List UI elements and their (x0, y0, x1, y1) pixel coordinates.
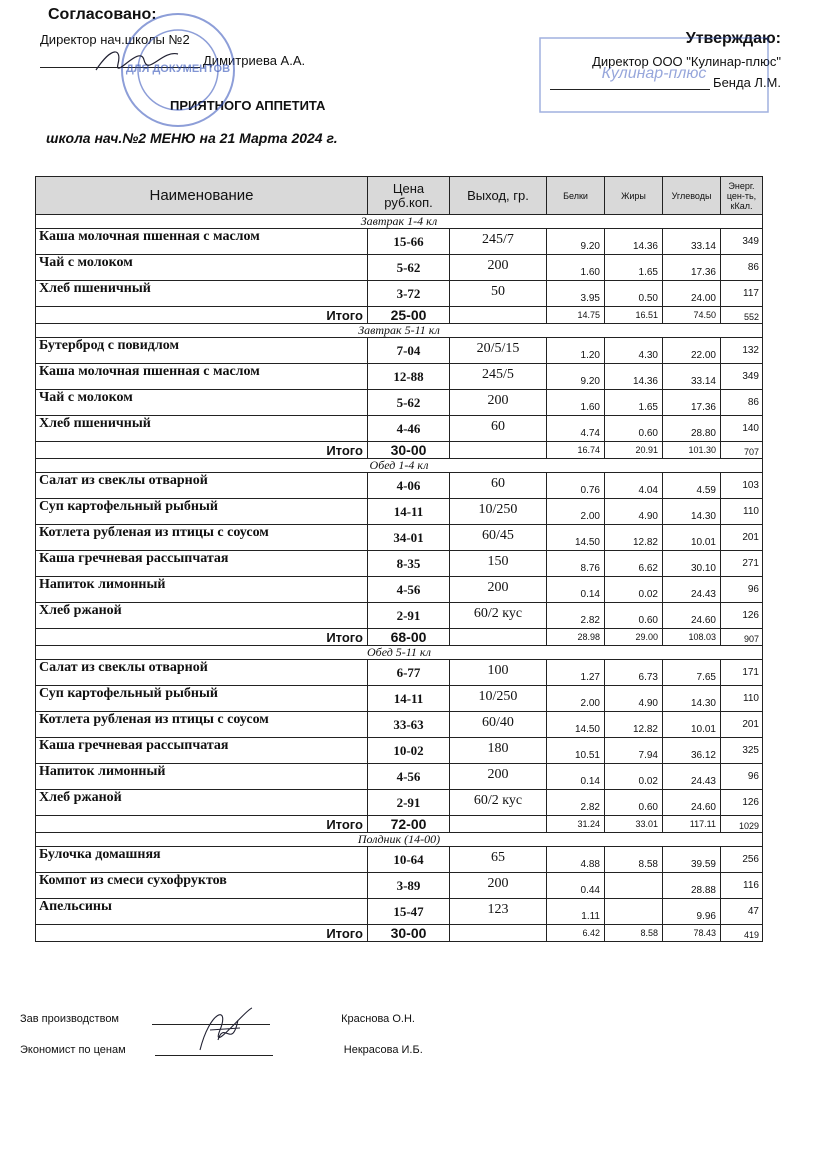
dish-name: Бутерброд с повидлом (36, 338, 368, 364)
dish-price: 15-47 (368, 899, 450, 925)
dish-name: Каша молочная пшенная с маслом (36, 364, 368, 390)
dish-carbs: 30.10 (663, 551, 721, 577)
dish-protein: 9.20 (547, 229, 605, 255)
dish-carbs: 4.59 (663, 473, 721, 499)
dish-price: 4-06 (368, 473, 450, 499)
dish-carbs: 24.43 (663, 577, 721, 603)
dish-carbs: 39.59 (663, 847, 721, 873)
dish-energy: 103 (721, 473, 763, 499)
dish-price: 4-56 (368, 577, 450, 603)
table-row (36, 790, 763, 816)
total-carbs: 101.30 (663, 442, 721, 459)
dish-name: Котлета рубленая из птицы с соусом (36, 712, 368, 738)
dish-output: 123 (450, 899, 547, 925)
total-label: Итого (36, 442, 368, 459)
section-row (36, 646, 763, 660)
dish-protein: 1.20 (547, 338, 605, 364)
dish-name: Компот из смеси сухофруктов (36, 873, 368, 899)
dish-price: 7-04 (368, 338, 450, 364)
total-protein: 14.75 (547, 307, 605, 324)
dish-output: 60/2 кус (450, 603, 547, 629)
table-row (36, 847, 763, 873)
total-price: 25-00 (368, 307, 450, 324)
column-header-carbs: Углеводы (663, 177, 721, 215)
column-header-protein: Белки (547, 177, 605, 215)
dish-carbs: 24.60 (663, 790, 721, 816)
total-price: 30-00 (368, 442, 450, 459)
signature-line (40, 55, 200, 68)
dish-output: 60/40 (450, 712, 547, 738)
total-price: 68-00 (368, 629, 450, 646)
column-header-output: Выход, гр. (450, 177, 547, 215)
total-row (36, 307, 763, 324)
dish-price: 6-77 (368, 660, 450, 686)
approval-block (40, 6, 370, 68)
footer-row-economist (20, 1044, 423, 1056)
total-fat: 20.91 (605, 442, 663, 459)
dish-carbs: 9.96 (663, 899, 721, 925)
dish-protein: 1.60 (547, 390, 605, 416)
total-label: Итого (36, 307, 368, 324)
total-output-empty (450, 925, 547, 942)
total-fat: 33.01 (605, 816, 663, 833)
section-title: Обед 5-11 кл (36, 646, 763, 660)
signature-line (155, 1045, 273, 1056)
total-label: Итого (36, 629, 368, 646)
dish-output: 200 (450, 577, 547, 603)
dish-price: 10-02 (368, 738, 450, 764)
dish-carbs: 24.43 (663, 764, 721, 790)
dish-name: Суп картофельный рыбный (36, 686, 368, 712)
dish-fat: 4.90 (605, 686, 663, 712)
section-title: Обед 1-4 кл (36, 459, 763, 473)
footer-position: Экономист по ценам (20, 1044, 126, 1056)
dish-protein: 0.14 (547, 764, 605, 790)
dish-name: Каша молочная пшенная с маслом (36, 229, 368, 255)
footer-position: Зав производством (20, 1013, 119, 1025)
dish-energy: 86 (721, 390, 763, 416)
table-row (36, 338, 763, 364)
total-protein: 6.42 (547, 925, 605, 942)
dish-output: 180 (450, 738, 547, 764)
total-label: Итого (36, 816, 368, 833)
section-row (36, 324, 763, 338)
dish-name: Напиток лимонный (36, 764, 368, 790)
dish-price: 3-89 (368, 873, 450, 899)
dish-output: 10/250 (450, 499, 547, 525)
dish-output: 60 (450, 473, 547, 499)
dish-name: Чай с молоком (36, 255, 368, 281)
column-header-name: Наименование (36, 177, 368, 215)
dish-output: 200 (450, 873, 547, 899)
table-row (36, 499, 763, 525)
dish-fat: 1.65 (605, 255, 663, 281)
dish-energy: 117 (721, 281, 763, 307)
dish-name: Салат из свеклы отварной (36, 473, 368, 499)
table-row (36, 416, 763, 442)
dish-price: 12-88 (368, 364, 450, 390)
dish-price: 3-72 (368, 281, 450, 307)
confirmation-signature-row (550, 75, 781, 90)
dish-output: 200 (450, 390, 547, 416)
dish-fat: 12.82 (605, 712, 663, 738)
dish-name: Хлеб ржаной (36, 603, 368, 629)
dish-energy: 126 (721, 603, 763, 629)
dish-fat: 1.65 (605, 390, 663, 416)
dish-fat: 4.90 (605, 499, 663, 525)
dish-output: 60/2 кус (450, 790, 547, 816)
dish-protein: 2.82 (547, 790, 605, 816)
dish-energy: 201 (721, 525, 763, 551)
dish-carbs: 17.36 (663, 390, 721, 416)
menu-table (35, 176, 763, 942)
dish-energy: 47 (721, 899, 763, 925)
dish-protein: 4.88 (547, 847, 605, 873)
dish-protein: 10.51 (547, 738, 605, 764)
table-row (36, 255, 763, 281)
dish-output: 65 (450, 847, 547, 873)
dish-price: 15-66 (368, 229, 450, 255)
dish-carbs: 22.00 (663, 338, 721, 364)
table-row (36, 712, 763, 738)
dish-energy: 116 (721, 873, 763, 899)
total-row (36, 442, 763, 459)
total-energy: 419 (721, 925, 763, 942)
dish-carbs: 36.12 (663, 738, 721, 764)
total-output-empty (450, 629, 547, 646)
dish-name: Котлета рубленая из птицы с соусом (36, 525, 368, 551)
dish-name: Апельсины (36, 899, 368, 925)
footer-row-production (20, 1013, 415, 1025)
dish-output: 200 (450, 255, 547, 281)
dish-protein: 8.76 (547, 551, 605, 577)
dish-fat: 6.62 (605, 551, 663, 577)
total-carbs: 74.50 (663, 307, 721, 324)
dish-name: Хлеб пшеничный (36, 416, 368, 442)
dish-fat: 0.60 (605, 790, 663, 816)
dish-output: 200 (450, 764, 547, 790)
dish-price: 14-11 (368, 686, 450, 712)
dish-carbs: 14.30 (663, 686, 721, 712)
dish-price: 8-35 (368, 551, 450, 577)
dish-price: 10-64 (368, 847, 450, 873)
dish-price: 2-91 (368, 790, 450, 816)
dish-energy: 110 (721, 499, 763, 525)
dish-name: Каша гречневая рассыпчатая (36, 738, 368, 764)
dish-energy: 126 (721, 790, 763, 816)
dish-carbs: 33.14 (663, 364, 721, 390)
dish-price: 5-62 (368, 390, 450, 416)
dish-name: Напиток лимонный (36, 577, 368, 603)
dish-energy: 256 (721, 847, 763, 873)
dish-output: 50 (450, 281, 547, 307)
footer-signer: Краснова О.Н. (341, 1013, 415, 1025)
dish-carbs: 28.80 (663, 416, 721, 442)
total-row (36, 629, 763, 646)
dish-output: 245/5 (450, 364, 547, 390)
dish-energy: 96 (721, 577, 763, 603)
dish-output: 100 (450, 660, 547, 686)
dish-energy: 96 (721, 764, 763, 790)
dish-fat: 4.04 (605, 473, 663, 499)
dish-protein: 14.50 (547, 712, 605, 738)
dish-name: Суп картофельный рыбный (36, 499, 368, 525)
total-energy: 552 (721, 307, 763, 324)
table-row (36, 764, 763, 790)
section-row (36, 833, 763, 847)
confirmation-title: Утверждаю: (685, 30, 781, 47)
total-energy: 707 (721, 442, 763, 459)
dish-protein: 0.76 (547, 473, 605, 499)
section-row (36, 459, 763, 473)
table-row (36, 899, 763, 925)
dish-protein: 2.00 (547, 499, 605, 525)
total-output-empty (450, 442, 547, 459)
dish-energy: 349 (721, 229, 763, 255)
total-price: 30-00 (368, 925, 450, 942)
confirmation-signer: Бенда Л.М. (713, 75, 781, 90)
total-carbs: 117.11 (663, 816, 721, 833)
total-fat: 29.00 (605, 629, 663, 646)
dish-carbs: 33.14 (663, 229, 721, 255)
column-header-fat: Жиры (605, 177, 663, 215)
dish-protein: 1.60 (547, 255, 605, 281)
dish-protein: 2.82 (547, 603, 605, 629)
stamp-text: Кулинар-плюс (601, 65, 707, 82)
dish-fat: 12.82 (605, 525, 663, 551)
dish-carbs: 10.01 (663, 525, 721, 551)
approval-position: Директор нач.школы №2 (40, 32, 190, 47)
total-label: Итого (36, 925, 368, 942)
dish-protein: 0.44 (547, 873, 605, 899)
table-row (36, 873, 763, 899)
table-row (36, 660, 763, 686)
dish-carbs: 17.36 (663, 255, 721, 281)
total-carbs: 108.03 (663, 629, 721, 646)
dish-protein: 1.11 (547, 899, 605, 925)
dish-carbs: 14.30 (663, 499, 721, 525)
dish-name: Булочка домашняя (36, 847, 368, 873)
column-header-energy: Энерг. цен-ть, кКал. (721, 177, 763, 215)
dish-fat (605, 899, 663, 925)
section-title: Полдник (14-00) (36, 833, 763, 847)
signature-line (152, 1014, 270, 1025)
total-fat: 16.51 (605, 307, 663, 324)
dish-name: Хлеб пшеничный (36, 281, 368, 307)
dish-fat: 14.36 (605, 229, 663, 255)
footer-signer: Некрасова И.Б. (343, 1044, 423, 1056)
dish-price: 2-91 (368, 603, 450, 629)
dish-name: Салат из свеклы отварной (36, 660, 368, 686)
dish-protein: 3.95 (547, 281, 605, 307)
dish-output: 20/5/15 (450, 338, 547, 364)
total-carbs: 78.43 (663, 925, 721, 942)
dish-price: 5-62 (368, 255, 450, 281)
dish-energy: 325 (721, 738, 763, 764)
total-protein: 28.98 (547, 629, 605, 646)
section-title: Завтрак 1-4 кл (36, 215, 763, 229)
confirmation-position: Директор ООО "Кулинар-плюс" (592, 54, 781, 69)
dish-energy: 349 (721, 364, 763, 390)
table-row (36, 390, 763, 416)
dish-fat: 0.60 (605, 416, 663, 442)
total-row (36, 925, 763, 942)
dish-output: 60/45 (450, 525, 547, 551)
dish-protein: 1.27 (547, 660, 605, 686)
dish-fat: 0.02 (605, 577, 663, 603)
dish-fat: 0.02 (605, 764, 663, 790)
approval-signature-row (40, 53, 370, 68)
dish-output: 10/250 (450, 686, 547, 712)
dish-protein: 0.14 (547, 577, 605, 603)
dish-name: Чай с молоком (36, 390, 368, 416)
total-output-empty (450, 307, 547, 324)
dish-price: 34-01 (368, 525, 450, 551)
dish-protein: 2.00 (547, 686, 605, 712)
dish-fat: 6.73 (605, 660, 663, 686)
dish-fat: 14.36 (605, 364, 663, 390)
column-header-price: Цена руб.коп. (368, 177, 450, 215)
table-row (36, 551, 763, 577)
dish-carbs: 24.00 (663, 281, 721, 307)
total-row (36, 816, 763, 833)
dish-carbs: 7.65 (663, 660, 721, 686)
dish-fat: 4.30 (605, 338, 663, 364)
section-row (36, 215, 763, 229)
table-row (36, 525, 763, 551)
dish-fat: 0.50 (605, 281, 663, 307)
dish-fat (605, 873, 663, 899)
table-row (36, 229, 763, 255)
dish-protein: 4.74 (547, 416, 605, 442)
dish-carbs: 28.88 (663, 873, 721, 899)
confirmation-block (550, 30, 781, 90)
dish-price: 4-56 (368, 764, 450, 790)
menu-subtitle: школа нач.№2 МЕНЮ на 21 Марта 2024 г. (46, 130, 338, 146)
dish-fat: 7.94 (605, 738, 663, 764)
stamp-text: ДЛЯ ДОКУМЕНТОВ (125, 63, 231, 75)
total-energy: 1029 (721, 816, 763, 833)
dish-protein: 9.20 (547, 364, 605, 390)
dish-output: 150 (450, 551, 547, 577)
dish-fat: 0.60 (605, 603, 663, 629)
table-header-row (36, 177, 763, 215)
table-row (36, 738, 763, 764)
table-row (36, 473, 763, 499)
dish-energy: 201 (721, 712, 763, 738)
dish-price: 14-11 (368, 499, 450, 525)
approval-title: Согласовано: (48, 6, 157, 23)
bon-appetit-heading: ПРИЯТНОГО АППЕТИТА (170, 98, 326, 113)
table-row (36, 603, 763, 629)
dish-energy: 171 (721, 660, 763, 686)
dish-fat: 8.58 (605, 847, 663, 873)
approval-signer: Димитриева А.А. (203, 53, 306, 68)
dish-energy: 86 (721, 255, 763, 281)
dish-protein: 14.50 (547, 525, 605, 551)
total-fat: 8.58 (605, 925, 663, 942)
dish-energy: 140 (721, 416, 763, 442)
dish-name: Хлеб ржаной (36, 790, 368, 816)
total-output-empty (450, 816, 547, 833)
section-title: Завтрак 5-11 кл (36, 324, 763, 338)
dish-carbs: 10.01 (663, 712, 721, 738)
dish-output: 60 (450, 416, 547, 442)
dish-carbs: 24.60 (663, 603, 721, 629)
table-row (36, 686, 763, 712)
dish-energy: 271 (721, 551, 763, 577)
dish-energy: 110 (721, 686, 763, 712)
total-energy: 907 (721, 629, 763, 646)
table-row (36, 281, 763, 307)
signature-line (550, 77, 710, 90)
dish-energy: 132 (721, 338, 763, 364)
total-price: 72-00 (368, 816, 450, 833)
total-protein: 16.74 (547, 442, 605, 459)
dish-price: 33-63 (368, 712, 450, 738)
table-row (36, 577, 763, 603)
dish-name: Каша гречневая рассыпчатая (36, 551, 368, 577)
dish-output: 245/7 (450, 229, 547, 255)
table-row (36, 364, 763, 390)
dish-price: 4-46 (368, 416, 450, 442)
total-protein: 31.24 (547, 816, 605, 833)
